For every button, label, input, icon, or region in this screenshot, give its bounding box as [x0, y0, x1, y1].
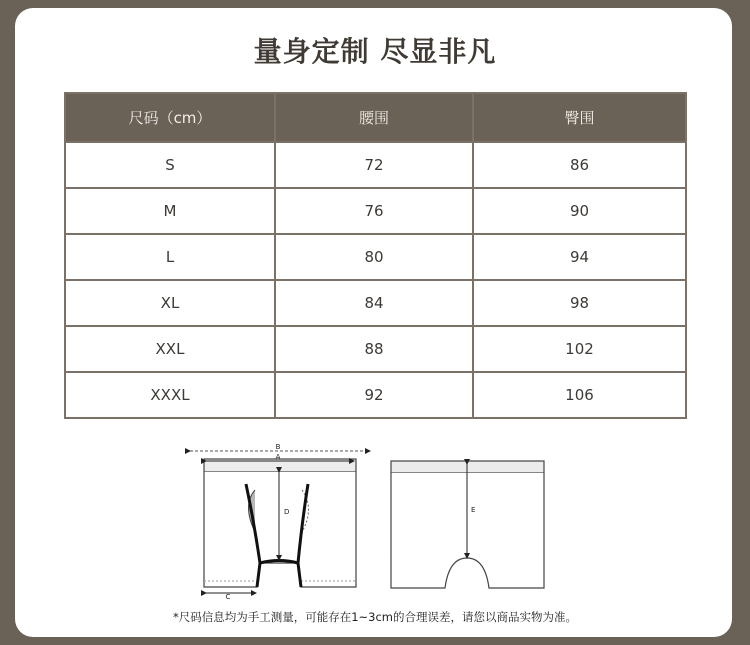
cell-hip: 102 — [473, 326, 686, 372]
label-c: C — [225, 593, 231, 600]
cell-size: L — [65, 234, 275, 280]
cell-size: S — [65, 142, 275, 188]
cell-waist: 76 — [275, 188, 473, 234]
label-a: A — [275, 453, 281, 461]
cell-hip: 106 — [473, 372, 686, 418]
table-row — [65, 372, 686, 418]
table-row — [65, 142, 686, 188]
cell-waist: 80 — [275, 234, 473, 280]
measurement-note: *尺码信息均为手工测量，可能存在1~3cm的合理误差，请您以商品实物为准。 — [172, 610, 578, 624]
table-row — [65, 188, 686, 234]
cell-size: XL — [65, 280, 275, 326]
header-hip: 臀围 — [473, 93, 686, 142]
cell-waist: 84 — [275, 280, 473, 326]
cell-size: XXXL — [65, 372, 275, 418]
cell-size: M — [65, 188, 275, 234]
header-waist: 腰围 — [275, 93, 473, 142]
header-size: 尺码（cm） — [65, 93, 275, 142]
cell-hip: 98 — [473, 280, 686, 326]
label-b: B — [275, 443, 281, 451]
cell-hip: 94 — [473, 234, 686, 280]
cell-waist: 88 — [275, 326, 473, 372]
label-e: E — [471, 506, 476, 514]
table-row — [65, 326, 686, 372]
size-table — [64, 92, 687, 419]
cell-hip: 90 — [473, 188, 686, 234]
table-header-row — [65, 93, 686, 142]
page-title: 量身定制 尽显非凡 — [253, 35, 497, 68]
cell-hip: 86 — [473, 142, 686, 188]
table-row — [65, 234, 686, 280]
cell-waist: 72 — [275, 142, 473, 188]
label-d: D — [284, 508, 290, 516]
table-row — [65, 280, 686, 326]
cell-waist: 92 — [275, 372, 473, 418]
cell-size: XXL — [65, 326, 275, 372]
front-view-illustration — [204, 459, 356, 587]
measurement-diagram — [180, 440, 560, 600]
